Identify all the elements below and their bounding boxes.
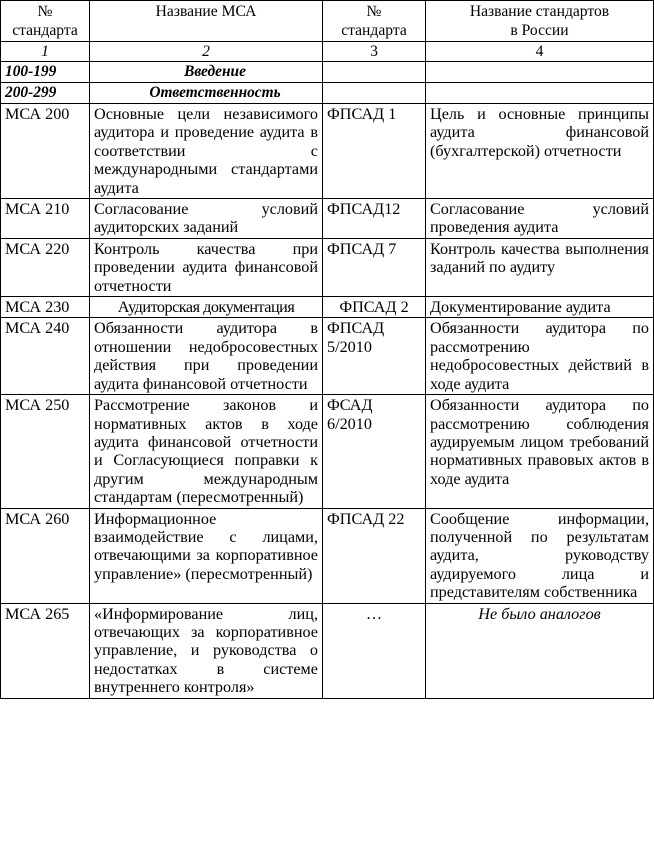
ru-code: … xyxy=(323,603,426,698)
section-title: Ответственность xyxy=(149,84,281,101)
column-number: 1 xyxy=(1,42,90,62)
isa-code: МСА 230 xyxy=(1,297,90,318)
ru-code: ФПСАД 1 xyxy=(323,104,426,199)
section-title-cell xyxy=(90,62,323,83)
ru-name: Сообщение информации, полученной по результатам аудита, руководству аудируемого лица и представителям собственника xyxy=(426,508,654,603)
isa-name: Обязанности аудитора в отношении недобросовестных действия при проведении аудита финансовой отчетности xyxy=(90,318,323,395)
isa-name: Рассмотрение законов и нормативных актов в ходе аудита финансовой отчетности и Согласующиеся поправки к другим международным стандартам (пересмотренный) xyxy=(90,395,323,508)
ru-name: Документирование аудита xyxy=(426,297,654,318)
isa-code: МСА 240 xyxy=(1,318,90,395)
isa-code: МСА 260 xyxy=(1,508,90,603)
ru-code: ФПСАД12 xyxy=(323,199,426,239)
ru-code: ФПСАД 22 xyxy=(323,508,426,603)
isa-code: МСА 265 xyxy=(1,603,90,698)
ru-name: Обязанности аудитора по рассмотрению соблюдения аудируемым лицом требований нормативных правовых актов в ходе аудита xyxy=(426,395,654,508)
ru-name: Контроль качества выполнения заданий по аудиту xyxy=(426,238,654,296)
isa-name: Аудиторская документация xyxy=(90,297,323,318)
header-isa-number: № стандарта xyxy=(1,1,90,42)
table-row xyxy=(1,603,654,698)
ru-name: Согласование условий проведения аудита xyxy=(426,199,654,239)
section-range: 100-199 xyxy=(1,62,90,83)
section-row xyxy=(1,83,654,104)
section-title-cell xyxy=(90,83,323,104)
column-number: 2 xyxy=(90,42,323,62)
table-row xyxy=(1,318,654,395)
column-number-row xyxy=(1,42,654,62)
isa-name: Контроль качества при проведении аудита финансовой отчетности xyxy=(90,238,323,296)
ru-code: ФПСАД 2 xyxy=(323,297,426,318)
ru-code: ФПСАД 5/2010 xyxy=(323,318,426,395)
table-row xyxy=(1,199,654,239)
ru-code: ФПСАД 7 xyxy=(323,238,426,296)
isa-name: «Информирование лиц, отвечающих за корпоративное управление, и руководства о недостатках в системе внутреннего контроля» xyxy=(90,603,323,698)
isa-name: Согласование условий аудиторских заданий xyxy=(90,199,323,239)
ru-name: Цель и основные принципы аудита финансовой (бухгалтерской) отчетности xyxy=(426,104,654,199)
isa-name: Основные цели независимого аудитора и проведение аудита в соответствии с международными стандартами аудита xyxy=(90,104,323,199)
column-number: 3 xyxy=(323,42,426,62)
header-isa-name: Название МСА xyxy=(90,1,323,42)
isa-code: МСА 220 xyxy=(1,238,90,296)
section-row xyxy=(1,62,654,83)
isa-code: МСА 250 xyxy=(1,395,90,508)
isa-code: МСА 210 xyxy=(1,199,90,239)
table-row xyxy=(1,238,654,296)
section-range: 200-299 xyxy=(1,83,90,104)
table-row xyxy=(1,297,654,318)
ru-name: Не было аналогов xyxy=(426,603,654,698)
ru-code: ФСАД 6/2010 xyxy=(323,395,426,508)
header-row xyxy=(1,1,654,42)
table-row xyxy=(1,508,654,603)
table-row xyxy=(1,104,654,199)
section-title: Введение xyxy=(184,63,246,80)
header-ru-name: Название стандартов в России xyxy=(426,1,654,42)
header-ru-number: № стандарта xyxy=(323,1,426,42)
column-number: 4 xyxy=(426,42,654,62)
ru-name: Обязанности аудитора по рассмотрению недобросовестных действий в ходе аудита xyxy=(426,318,654,395)
isa-name: Информационное взаимодействие с лицами, отвечающими за корпоративное управление» (пересмотренный) xyxy=(90,508,323,603)
isa-code: МСА 200 xyxy=(1,104,90,199)
table-row xyxy=(1,395,654,508)
